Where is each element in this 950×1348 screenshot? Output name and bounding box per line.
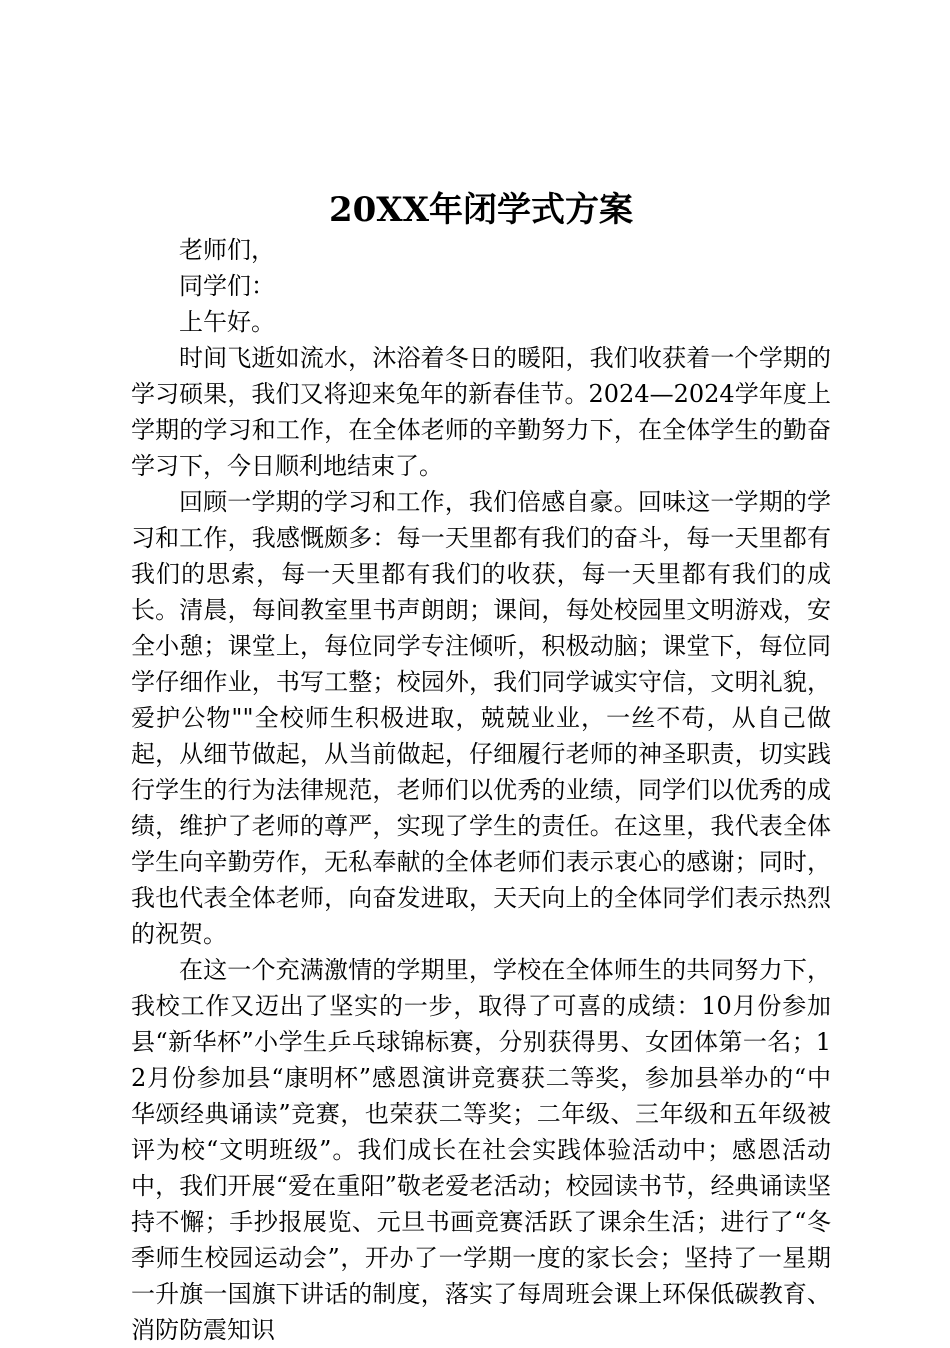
greeting-students: 同学们：: [179, 272, 275, 300]
greeting-teachers: 老师们，: [179, 236, 275, 264]
document-body: [131, 232, 831, 1348]
paragraph-achievements: 在这一个充满激情的学期里，学校在全体师生的共同努力下，我校工作又迈出了坚实的一步，取得了可喜的成绩：10月份参加县“新华杯”小学生乒乓球锦标赛，分别获得男、女团体第一名；12月份参加县“康明杯”感恩演讲竞赛获二等奖，参加县举办的“中华颂经典诵读”竞赛，也荣获二等奖；二年级、三年级和五年级被评为校“文明班级”。我们成长在社会实践体验活动中；感恩活动中，我们开展“爱在重阳”敬老爱老活动；校园读书节，经典诵读坚持不懈；手抄报展览、元旦书画竞赛活跃了课余生活；进行了“冬季师生校园运动会”，开办了一学期一度的家长会；坚持了一星期一升旗一国旗下讲话的制度，落实了每周班会课上环保低碳教育、消防防震知识: [131, 956, 831, 1344]
paragraph-review: 回顾一学期的学习和工作，我们倍感自豪。回味这一学期的学习和工作，我感慨颇多：每一天里都有我们的奋斗，每一天里都有我们的思索，每一天里都有我们的收获，每一天里都有我们的成长。清晨，每间教室里书声朗朗；课间，每处校园里文明游戏，安全小憩；课堂上，每位同学专注倾听，积极动脑；课堂下，每位同学仔细作业，书写工整；校园外，我们同学诚实守信，文明礼貌，爱护公物""全校师生积极进取，兢兢业业，一丝不苟，从自己做起，从细节做起，从当前做起，仔细履行老师的神圣职责，切实践行学生的行为法律规范，老师们以优秀的业绩，同学们以优秀的成绩，维护了老师的尊严，实现了学生的责任。在这里，我代表全体学生向辛勤劳作，无私奉献的全体老师们表示衷心的感谢；同时，我也代表全体老师，向奋发进取，天天向上的全体同学们表示热烈的祝贺。: [131, 488, 831, 948]
document-title: 20XX年闭学式方案: [328, 190, 634, 230]
greeting-good-morning: 上午好。: [179, 308, 275, 336]
paragraph-opening: 时间飞逝如流水，沐浴着冬日的暖阳，我们收获着一个学期的学习硕果，我们又将迎来兔年的新春佳节。2024—2024学年度上学期的学习和工作，在全体老师的辛勤努力下，在全体学生的勤奋学习下，今日顺利地结束了。: [131, 344, 831, 480]
